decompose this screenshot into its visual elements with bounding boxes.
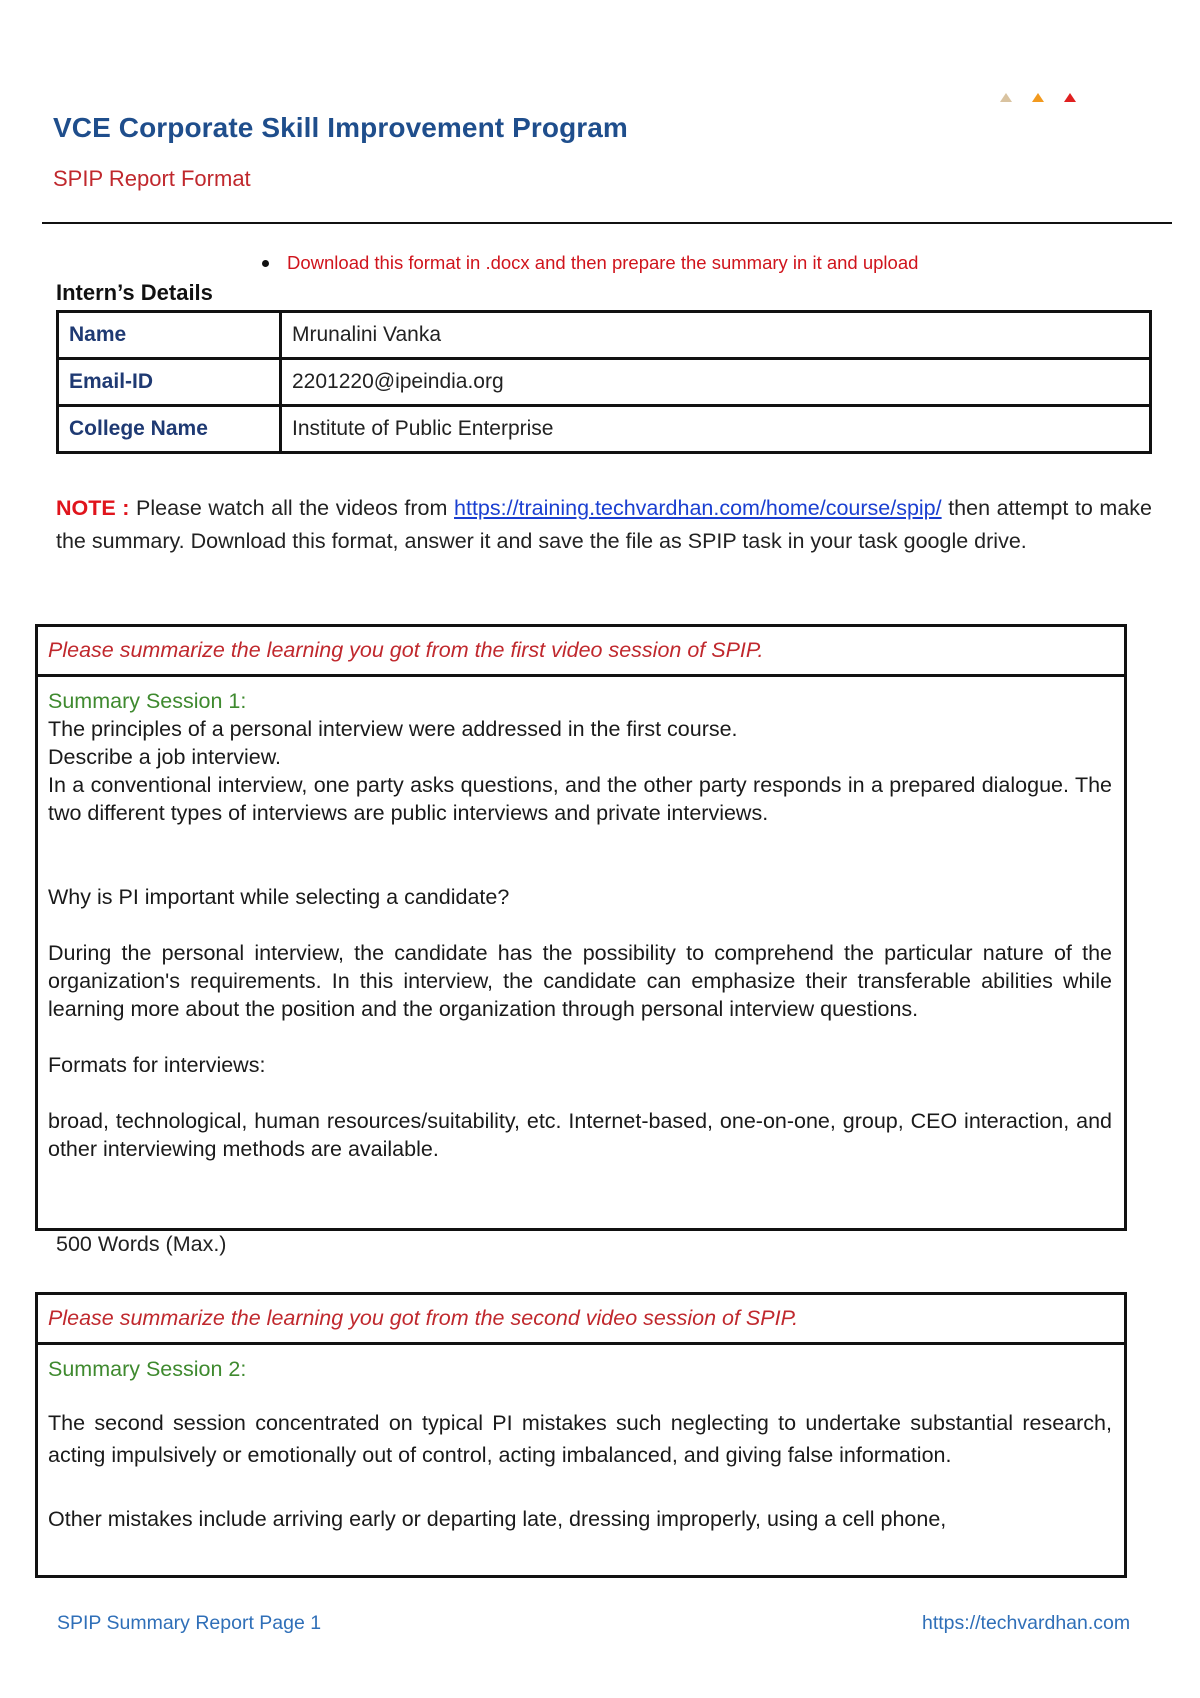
page-subtitle: SPIP Report Format bbox=[53, 166, 251, 191]
college-value: Institute of Public Enterprise bbox=[281, 406, 1151, 453]
logo-triangle-icon bbox=[1064, 93, 1076, 102]
note-paragraph bbox=[56, 492, 1152, 558]
course-link[interactable]: https://training.techvardhan.com/home/course/spip/ bbox=[454, 496, 942, 520]
instruction-bullet bbox=[262, 252, 918, 274]
instruction-text: Download this format in .docx and then prepare the summary in it and upload bbox=[287, 252, 919, 273]
logo-triangle-icon bbox=[1032, 93, 1044, 102]
table-row bbox=[58, 359, 1151, 406]
header-divider bbox=[42, 222, 1172, 224]
interns-details-label: Intern’s Details bbox=[56, 280, 213, 305]
session1-content bbox=[38, 677, 1124, 1163]
session1-formats-text: broad, technological, human resources/suitability, etc. Internet-based, one-on-one, group, CEO interaction, and other interviewing methods are available. bbox=[48, 1109, 1112, 1161]
name-key: Name bbox=[58, 312, 281, 359]
session2-content bbox=[38, 1345, 1124, 1535]
session1-formats-heading: Formats for interviews: bbox=[48, 1053, 266, 1077]
session1-line: Describe a job interview. bbox=[48, 745, 282, 769]
note-text-before: Please watch all the videos from bbox=[129, 496, 455, 520]
logo-triangle-icon bbox=[1000, 93, 1012, 102]
session2-para2: Other mistakes include arriving early or departing late, dressing improperly, using a cell phone, bbox=[48, 1507, 947, 1531]
note-label: NOTE : bbox=[56, 496, 130, 520]
session2-para1: The second session concentrated on typical PI mistakes such neglecting to undertake substantial research, acting impulsively or emotionally out of control, acting imbalanced, and giving false information. bbox=[48, 1411, 1112, 1467]
session2-title: Summary Session 2: bbox=[48, 1357, 247, 1381]
footer-link[interactable]: https://techvardhan.com bbox=[922, 1612, 1131, 1634]
session1-prompt: Please summarize the learning you got from the first video session of SPIP. bbox=[38, 627, 1124, 677]
table-row bbox=[58, 406, 1151, 453]
word-limit: 500 Words (Max.) bbox=[56, 1232, 227, 1256]
college-key: College Name bbox=[58, 406, 281, 453]
session1-line: In a conventional interview, one party asks questions, and the other party responds in a prepared dialogue. The two different types of interviews are public interviews and private interviews. bbox=[48, 773, 1112, 825]
page-title: VCE Corporate Skill Improvement Program bbox=[53, 112, 628, 143]
session1-line: The principles of a personal interview were addressed in the first course. bbox=[48, 717, 738, 741]
bullet-icon bbox=[262, 260, 269, 267]
session2-box bbox=[35, 1292, 1127, 1578]
email-value: 2201220@ipeindia.org bbox=[281, 359, 1151, 406]
session1-question: Why is PI important while selecting a candidate? bbox=[48, 885, 510, 909]
session1-box bbox=[35, 624, 1127, 1231]
note-text-after: then attempt to make the summary. Download this format, answer it and save the file as SPIP task in your task google drive. bbox=[56, 496, 1152, 553]
session2-prompt: Please summarize the learning you got from the second video session of SPIP. bbox=[38, 1295, 1124, 1345]
session1-answer: During the personal interview, the candidate has the possibility to comprehend the particular nature of the organization's requirements. In this interview, the candidate can emphasize their transferable abilities while learning more about the position and the organization through personal interview questions. bbox=[48, 941, 1112, 1021]
session1-title: Summary Session 1: bbox=[48, 689, 247, 713]
interns-details-table bbox=[56, 310, 1152, 454]
name-value: Mrunalini Vanka bbox=[281, 312, 1151, 359]
footer-page-label: SPIP Summary Report Page 1 bbox=[57, 1612, 322, 1634]
table-row bbox=[58, 312, 1151, 359]
email-key: Email-ID bbox=[58, 359, 281, 406]
